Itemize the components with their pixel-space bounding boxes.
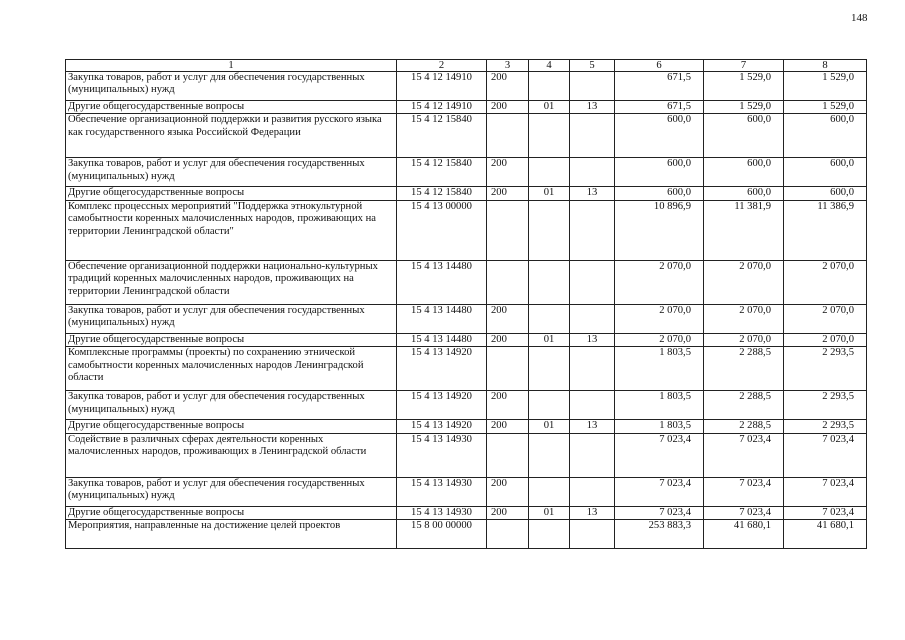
subsection-code: [570, 158, 615, 187]
table-row: [66, 260, 867, 304]
table-row: [66, 101, 867, 114]
table-row: [66, 520, 867, 549]
target-article-code: 15 4 13 14480: [397, 333, 487, 346]
expense-type-code: [487, 200, 529, 260]
section-code: [529, 391, 570, 420]
row-name: Закупка товаров, работ и услуг для обеспечения государственных (муниципальных) нужд: [66, 477, 397, 506]
table-row: [66, 114, 867, 158]
expense-type-code: [487, 520, 529, 549]
amount-col-8: 11 386,9: [784, 200, 867, 260]
target-article-code: 15 4 12 15840: [397, 114, 487, 158]
amount-col-6: 671,5: [615, 101, 704, 114]
amount-col-8: 2 293,5: [784, 420, 867, 433]
column-number: 6: [615, 60, 704, 72]
table-row: [66, 477, 867, 506]
amount-col-6: 2 070,0: [615, 304, 704, 333]
amount-col-7: 41 680,1: [704, 520, 784, 549]
amount-col-8: 2 070,0: [784, 260, 867, 304]
target-article-code: 15 4 13 00000: [397, 200, 487, 260]
table-row: [66, 158, 867, 187]
target-article-code: 15 4 13 14920: [397, 391, 487, 420]
amount-col-7: 2 070,0: [704, 260, 784, 304]
expense-type-code: 200: [487, 72, 529, 101]
row-name: Содействие в различных сферах деятельности коренных малочисленных народов, проживающих в Ленинградской области: [66, 433, 397, 477]
target-article-code: 15 4 12 15840: [397, 187, 487, 200]
subsection-code: 13: [570, 506, 615, 519]
row-name: Закупка товаров, работ и услуг для обеспечения государственных (муниципальных) нужд: [66, 158, 397, 187]
amount-col-7: 600,0: [704, 187, 784, 200]
section-code: 01: [529, 187, 570, 200]
amount-col-7: 2 070,0: [704, 304, 784, 333]
amount-col-6: 2 070,0: [615, 333, 704, 346]
expense-type-code: [487, 114, 529, 158]
amount-col-7: 2 070,0: [704, 333, 784, 346]
subsection-code: 13: [570, 187, 615, 200]
row-name: Мероприятия, направленные на достижение целей проектов: [66, 520, 397, 549]
amount-col-6: 600,0: [615, 158, 704, 187]
row-name: Комплекс процессных мероприятий "Поддержка этнокультурной самобытности коренных малочисленных народов, проживающих на территории Ленинградской области": [66, 200, 397, 260]
target-article-code: 15 8 00 00000: [397, 520, 487, 549]
column-number: 4: [529, 60, 570, 72]
amount-col-6: 600,0: [615, 187, 704, 200]
section-code: [529, 158, 570, 187]
expense-type-code: 200: [487, 187, 529, 200]
subsection-code: [570, 477, 615, 506]
expense-type-code: 200: [487, 101, 529, 114]
page-number: 148: [851, 12, 868, 24]
section-code: [529, 433, 570, 477]
amount-col-6: 600,0: [615, 114, 704, 158]
column-number: 8: [784, 60, 867, 72]
table-row: [66, 304, 867, 333]
subsection-code: [570, 433, 615, 477]
subsection-code: [570, 114, 615, 158]
amount-col-6: 10 896,9: [615, 200, 704, 260]
amount-col-7: 2 288,5: [704, 391, 784, 420]
amount-col-8: 2 070,0: [784, 333, 867, 346]
subsection-code: [570, 72, 615, 101]
amount-col-8: 7 023,4: [784, 433, 867, 477]
section-code: [529, 114, 570, 158]
amount-col-7: 2 288,5: [704, 347, 784, 391]
row-name: Закупка товаров, работ и услуг для обеспечения государственных (муниципальных) нужд: [66, 304, 397, 333]
amount-col-6: 7 023,4: [615, 506, 704, 519]
amount-col-8: 7 023,4: [784, 477, 867, 506]
column-number: 2: [397, 60, 487, 72]
amount-col-6: 1 803,5: [615, 420, 704, 433]
row-name: Комплексные программы (проекты) по сохранению этнической самобытности коренных малочисленных народов Ленинградской области: [66, 347, 397, 391]
amount-col-7: 600,0: [704, 114, 784, 158]
subsection-code: [570, 260, 615, 304]
expense-type-code: [487, 347, 529, 391]
section-code: [529, 260, 570, 304]
amount-col-8: 41 680,1: [784, 520, 867, 549]
table-row: [66, 420, 867, 433]
column-number: 5: [570, 60, 615, 72]
row-name: Закупка товаров, работ и услуг для обеспечения государственных (муниципальных) нужд: [66, 72, 397, 101]
amount-col-8: 2 070,0: [784, 304, 867, 333]
expense-type-code: [487, 260, 529, 304]
budget-table: [65, 59, 867, 549]
amount-col-6: 7 023,4: [615, 433, 704, 477]
amount-col-8: 2 293,5: [784, 391, 867, 420]
amount-col-8: 600,0: [784, 158, 867, 187]
row-name: Обеспечение организационной поддержки и развития русского языка как государственного языка Российской Федерации: [66, 114, 397, 158]
subsection-code: [570, 200, 615, 260]
target-article-code: 15 4 13 14930: [397, 433, 487, 477]
section-code: [529, 72, 570, 101]
column-number: 7: [704, 60, 784, 72]
amount-col-6: 1 803,5: [615, 347, 704, 391]
section-code: [529, 347, 570, 391]
column-number: 1: [66, 60, 397, 72]
table-row: [66, 333, 867, 346]
amount-col-6: 2 070,0: [615, 260, 704, 304]
section-code: 01: [529, 506, 570, 519]
amount-col-8: 1 529,0: [784, 101, 867, 114]
subsection-code: 13: [570, 333, 615, 346]
expense-type-code: 200: [487, 333, 529, 346]
table-row: [66, 200, 867, 260]
row-name: Другие общегосударственные вопросы: [66, 420, 397, 433]
amount-col-7: 7 023,4: [704, 506, 784, 519]
expense-type-code: 200: [487, 304, 529, 333]
expense-type-code: 200: [487, 477, 529, 506]
target-article-code: 15 4 13 14930: [397, 506, 487, 519]
table-row: [66, 506, 867, 519]
section-code: [529, 200, 570, 260]
expense-type-code: [487, 433, 529, 477]
target-article-code: 15 4 13 14920: [397, 420, 487, 433]
amount-col-7: 1 529,0: [704, 72, 784, 101]
amount-col-7: 2 288,5: [704, 420, 784, 433]
target-article-code: 15 4 12 14910: [397, 101, 487, 114]
amount-col-8: 600,0: [784, 187, 867, 200]
subsection-code: 13: [570, 420, 615, 433]
target-article-code: 15 4 13 14920: [397, 347, 487, 391]
amount-col-8: 600,0: [784, 114, 867, 158]
amount-col-7: 600,0: [704, 158, 784, 187]
target-article-code: 15 4 13 14480: [397, 260, 487, 304]
target-article-code: 15 4 13 14480: [397, 304, 487, 333]
section-code: [529, 477, 570, 506]
section-code: [529, 304, 570, 333]
amount-col-7: 11 381,9: [704, 200, 784, 260]
table-row: [66, 433, 867, 477]
row-name: Другие общегосударственные вопросы: [66, 187, 397, 200]
section-code: 01: [529, 333, 570, 346]
target-article-code: 15 4 13 14930: [397, 477, 487, 506]
table-row: [66, 72, 867, 101]
subsection-code: [570, 347, 615, 391]
table-row: [66, 187, 867, 200]
table-row: [66, 391, 867, 420]
column-number-row: [66, 60, 867, 72]
expense-type-code: 200: [487, 506, 529, 519]
row-name: Закупка товаров, работ и услуг для обеспечения государственных (муниципальных) нужд: [66, 391, 397, 420]
amount-col-6: 7 023,4: [615, 477, 704, 506]
section-code: 01: [529, 101, 570, 114]
expense-type-code: 200: [487, 420, 529, 433]
amount-col-7: 1 529,0: [704, 101, 784, 114]
subsection-code: [570, 520, 615, 549]
amount-col-7: 7 023,4: [704, 433, 784, 477]
amount-col-6: 1 803,5: [615, 391, 704, 420]
subsection-code: [570, 391, 615, 420]
row-name: Обеспечение организационной поддержки национально-культурных традиций коренных малочисленных народов, проживающих на территории Ленинградской области: [66, 260, 397, 304]
row-name: Другие общегосударственные вопросы: [66, 333, 397, 346]
subsection-code: 13: [570, 101, 615, 114]
subsection-code: [570, 304, 615, 333]
section-code: 01: [529, 420, 570, 433]
section-code: [529, 520, 570, 549]
amount-col-6: 253 883,3: [615, 520, 704, 549]
expense-type-code: 200: [487, 391, 529, 420]
table-row: [66, 347, 867, 391]
row-name: Другие общегосударственные вопросы: [66, 101, 397, 114]
target-article-code: 15 4 12 14910: [397, 72, 487, 101]
amount-col-8: 1 529,0: [784, 72, 867, 101]
amount-col-6: 671,5: [615, 72, 704, 101]
row-name: Другие общегосударственные вопросы: [66, 506, 397, 519]
expense-type-code: 200: [487, 158, 529, 187]
column-number: 3: [487, 60, 529, 72]
amount-col-8: 7 023,4: [784, 506, 867, 519]
amount-col-7: 7 023,4: [704, 477, 784, 506]
target-article-code: 15 4 12 15840: [397, 158, 487, 187]
amount-col-8: 2 293,5: [784, 347, 867, 391]
